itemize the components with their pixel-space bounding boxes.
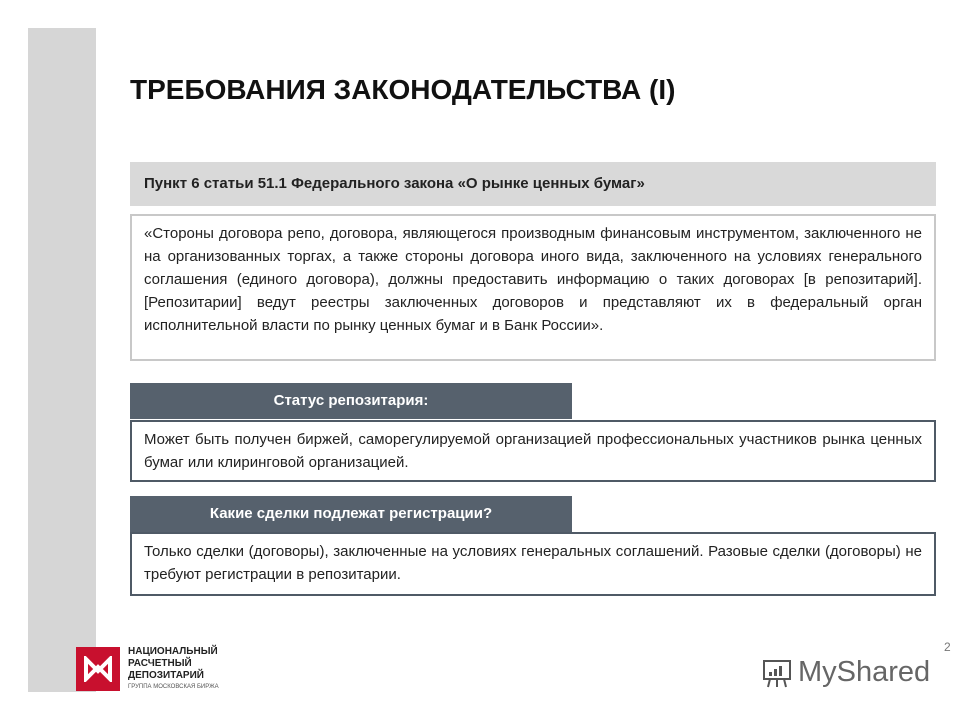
repository-status-text: Может быть получен биржей, саморегулируемой организацией профессиональных участников рынка ценных бумаг или клиринговой организацией. xyxy=(130,420,936,482)
law-header: Пункт 6 статьи 51.1 Федерального закона «О рынке ценных бумаг» xyxy=(130,162,936,206)
moex-logo-icon xyxy=(76,647,120,691)
logo-sub: ГРУППА МОСКОВСКАЯ БИРЖА xyxy=(128,684,219,690)
logo-line2: РАСЧЕТНЫЙ xyxy=(128,658,192,669)
nsd-logo xyxy=(76,646,219,691)
presentation-icon xyxy=(760,655,794,689)
myshared-watermark xyxy=(760,655,930,689)
page-number: 2 xyxy=(944,640,951,654)
left-sidebar-bar xyxy=(28,28,96,692)
page-title: ТРЕБОВАНИЯ ЗАКОНОДАТЕЛЬСТВА (I) xyxy=(130,74,676,105)
logo-line1: НАЦИОНАЛЬНЫЙ xyxy=(128,646,218,657)
law-quote: «Стороны договора репо, договора, являющегося производным финансовым инструментом, заключенного не на организованных торгах, а также стороны договора иного вида, заключенного на условиях генерального соглашения (единого договора), должны предоставить информацию о таких договорах [в репозитарий]. [Репозитарии] ведут реестры заключенных договоров и представляют их в федеральный орган исполнительной власти по рынку ценных бумаг и в Банк России». xyxy=(130,214,936,361)
registration-deals-text: Только сделки (договоры), заключенные на условиях генеральных соглашений. Разовые сделки (договоры) не требуют регистрации в репозитарии. xyxy=(130,532,936,596)
logo-line3: ДЕПОЗИТАРИЙ xyxy=(128,670,204,681)
repository-status-tab: Статус репозитария: xyxy=(130,383,572,419)
registration-deals-tab: Какие сделки подлежат регистрации? xyxy=(130,496,572,532)
watermark-text: MyShared xyxy=(798,655,931,688)
